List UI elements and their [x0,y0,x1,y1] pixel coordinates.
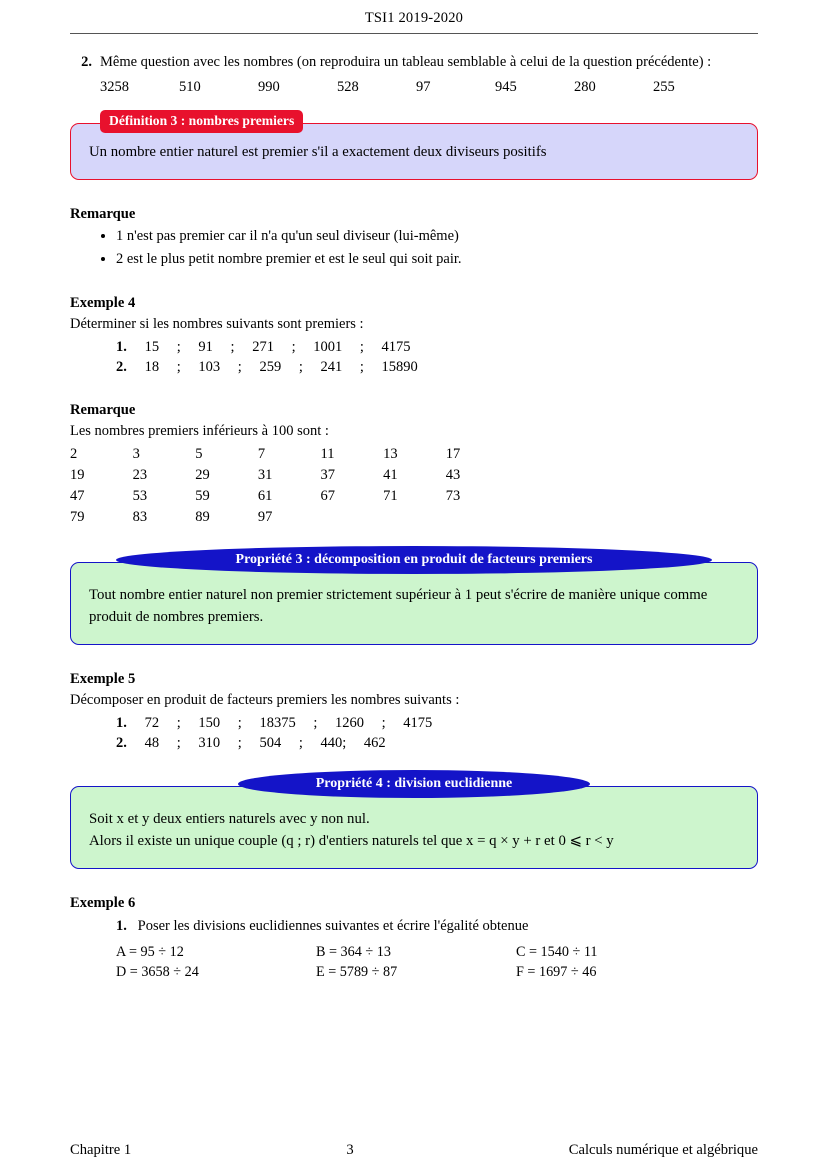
equation: E = 5789 ÷ 87 [316,964,398,981]
property-block [70,552,758,645]
cell: 29 [195,467,210,484]
question-number: 2. [81,54,92,70]
example-heading: Exemple 4 [70,295,136,312]
example-intro: Déterminer si les nombres suivants sont premiers : [70,316,364,333]
cell: 31 [257,467,273,484]
header-divider [70,33,758,34]
item-values [138,359,425,375]
list-item: • 1 n'est pas premier car il n'a qu'un seul diviseur (lui-même) [116,227,758,247]
cell: 59 [195,488,210,505]
separator: ; [313,715,318,732]
value: 440; [320,735,347,752]
item-number: 2. [116,359,127,376]
equations-column [516,941,716,984]
value: 1001 [313,339,343,356]
table-row [70,486,758,507]
cell: 83 [132,509,148,526]
list-item [116,715,758,732]
property-title: Propriété 4 : division euclidienne [238,770,591,798]
table-row [70,465,758,486]
separator: ; [237,359,242,376]
equation: A = 95 ÷ 12 [116,944,184,961]
value: 259 [259,359,282,376]
page-number: 3 [346,1142,354,1158]
property-title-banner [70,546,758,574]
cell: 43 [445,467,461,484]
cell: 2 [70,446,78,463]
value: 310 [198,735,221,752]
remark-heading: Remarque [70,206,136,223]
value: 462 [363,735,386,752]
equation: F = 1697 ÷ 46 [516,964,597,981]
number-value: 280 [574,78,596,95]
cell: 11 [320,446,335,463]
value: 18375 [259,715,296,732]
cell: 41 [383,467,398,484]
list-item [116,918,758,935]
equation: C = 1540 ÷ 11 [516,944,598,961]
example-heading: Exemple 5 [70,671,136,688]
separator: ; [176,715,181,732]
question-body [100,52,758,97]
number-value: 3258 [100,78,129,95]
value: 504 [259,735,282,752]
example-item-list [70,715,758,752]
remark-heading: Remarque [70,402,136,419]
remark-intro: Les nombres premiers inférieurs à 100 sont : [70,423,329,440]
value: 15890 [381,359,418,376]
cell: 61 [257,488,273,505]
item-text: Poser les divisions euclidiennes suivantes et écrire l'égalité obtenue [137,918,529,935]
header-title: TSI1 2019-2020 [364,10,464,26]
value: 91 [198,339,213,356]
table-row [70,507,758,528]
item-values [138,715,440,731]
property-body [70,786,758,869]
item-number: 1. [116,339,127,356]
cell: 97 [257,509,273,526]
question-text: Même question avec les nombres (on reproduira un tableau semblable à celui de la question précédente) : [100,54,712,70]
value: 241 [320,359,343,376]
cell: 53 [132,488,148,505]
definition-title: Définition 3 : nombres premiers [100,110,303,133]
property-line-2: Alors il existe un unique couple (q ; r) d'entiers naturels tel que x = q × y + r et 0 ⩽ r < y [89,832,614,849]
item-number: 1. [116,918,127,935]
number-value: 528 [337,78,359,95]
list-item [116,735,758,752]
number-value: 97 [416,78,431,95]
number-value: 510 [179,78,201,95]
separator: ; [237,735,242,752]
cell: 73 [445,488,461,505]
equations-grid [70,941,758,984]
item-number: 2. [116,735,127,752]
property-body: Tout nombre entier naturel non premier strictement supérieur à 1 peut s'écrire de manière unique comme produit de nombres premiers. [70,562,758,645]
separator: ; [237,715,242,732]
value: 150 [198,715,221,732]
footer-section-title: Calculs numérique et algébrique [568,1142,758,1158]
definition-body: Un nombre entier naturel est premier s'il a exactement deux diviseurs positifs [70,123,758,180]
property-title-banner [70,770,758,798]
cell: 89 [195,509,210,526]
cell: 13 [383,446,398,463]
list-item [116,339,758,356]
cell: 67 [320,488,335,505]
value: 15 [144,339,160,356]
number-value: 255 [653,78,675,95]
value: 18 [144,359,160,376]
separator: ; [176,339,181,356]
remark-bullet-list [70,227,758,269]
value: 1260 [334,715,364,732]
example-intro: Décomposer en produit de facteurs premiers les nombres suivants : [70,692,460,709]
separator: ; [230,339,235,356]
footer-chapter: Chapitre 1 [70,1142,132,1158]
cell: 19 [70,467,85,484]
separator: ; [291,339,296,356]
property-title: Propriété 3 : décomposition en produit de facteurs premiers [116,546,713,574]
question-numbers-row [100,77,758,98]
separator: ; [298,359,303,376]
cell: 3 [132,446,140,463]
question-item [70,52,758,97]
cell: 17 [445,446,461,463]
number-value: 945 [495,78,517,95]
property-line-1: Soit x et y deux entiers naturels avec y non nul. [89,811,370,828]
example-item-list [70,918,758,935]
number-value: 990 [258,78,280,95]
value: 103 [198,359,221,376]
equations-column [316,941,516,984]
separator: ; [298,735,303,752]
item-number: 1. [116,715,127,732]
equation: D = 3658 ÷ 24 [116,964,199,981]
list-item [116,359,758,376]
list-item: • 2 est le plus petit nombre premier et est le seul qui soit pair. [116,250,758,270]
primes-table [70,444,758,528]
separator: ; [359,359,364,376]
definition-block [70,113,758,180]
example-heading: Exemple 6 [70,895,136,912]
page-content [0,52,828,984]
property-block [70,776,758,869]
value: 4175 [381,339,411,356]
page-footer [70,1142,758,1159]
table-row [70,444,758,465]
item-values [138,339,418,355]
separator: ; [176,359,181,376]
cell: 79 [70,509,85,526]
separator: ; [381,715,386,732]
example-item-list [70,339,758,376]
cell: 47 [70,488,85,505]
value: 72 [144,715,160,732]
cell: 7 [257,446,266,463]
cell: 5 [195,446,203,463]
value: 271 [252,339,274,356]
page-header [0,0,828,27]
equation: B = 364 ÷ 13 [316,944,391,961]
separator: ; [176,735,181,752]
cell: 37 [320,467,335,484]
equations-column [116,941,316,984]
cell: 71 [383,488,398,505]
separator: ; [359,339,364,356]
value: 48 [144,735,160,752]
cell: 23 [132,467,148,484]
value: 4175 [403,715,433,732]
item-values [138,735,393,751]
